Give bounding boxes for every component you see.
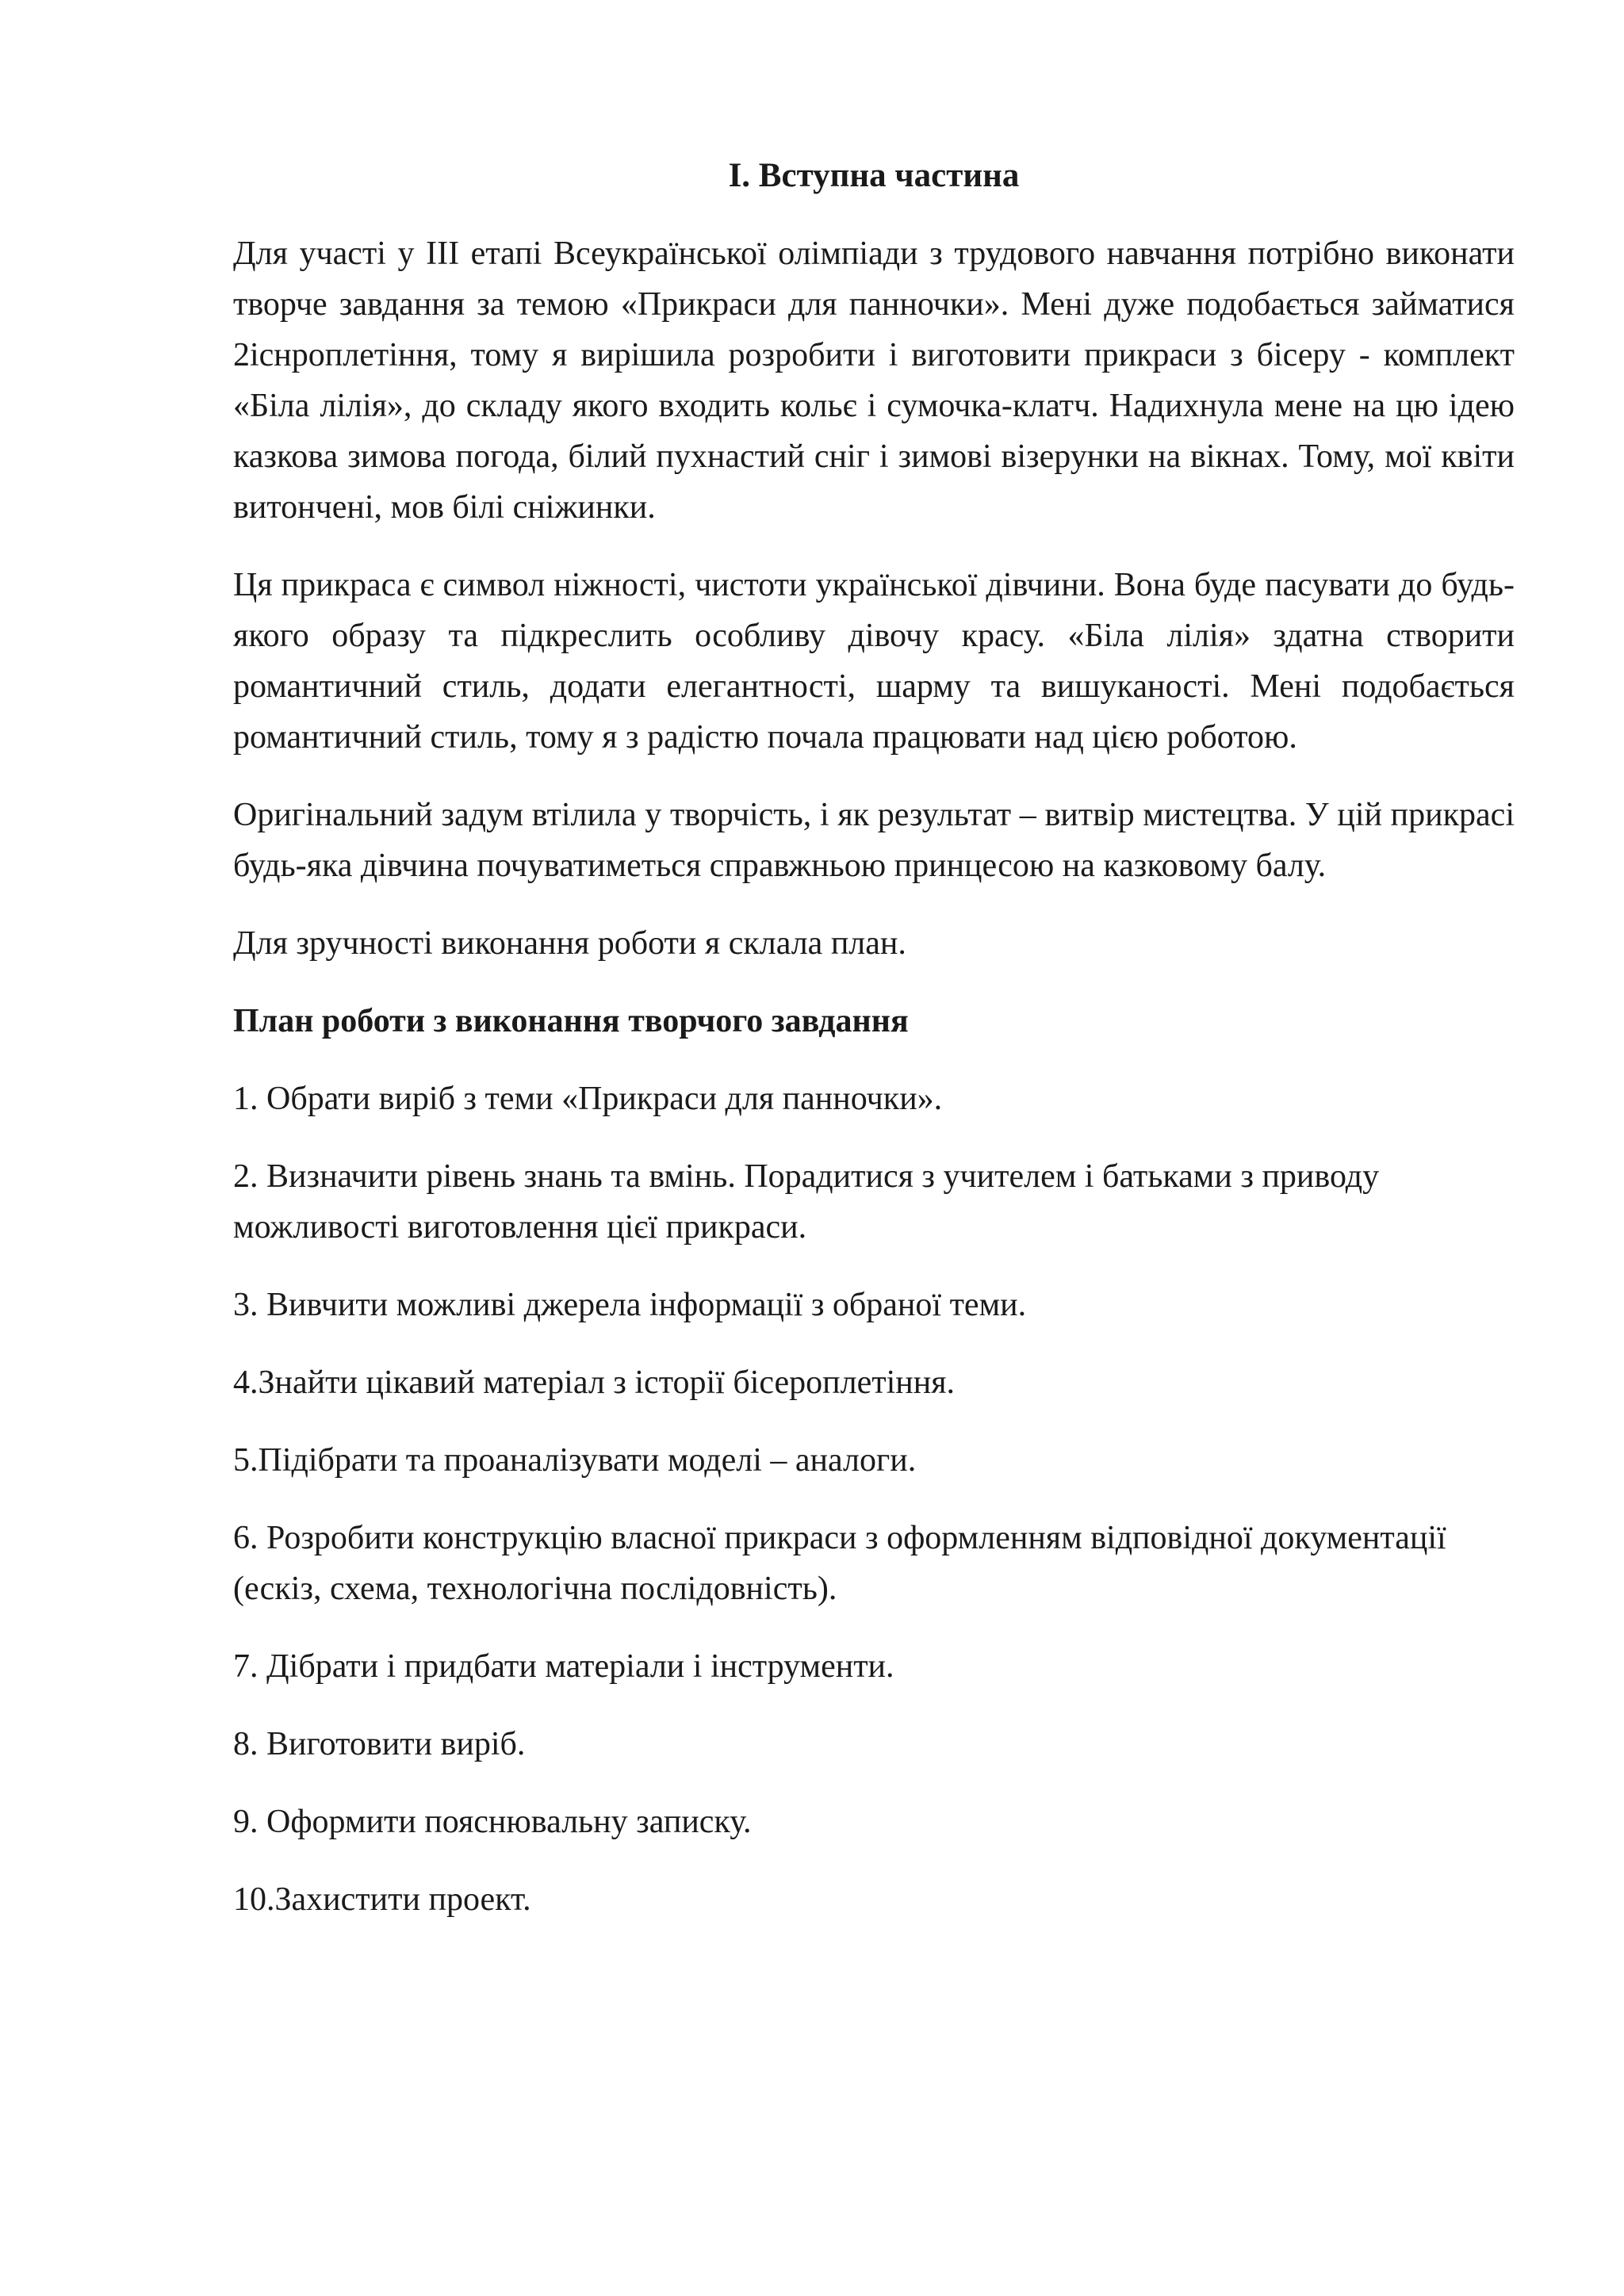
- plan-item: 10.Захистити проект.: [233, 1881, 531, 1918]
- intro-paragraph: Для участі у ІІІ етапі Всеукраїнської олімпіади з трудового навчання потрібно виконати творче завдання за темою «Прикраси для панночки». Мені дуже подобається займатися 2існроплетіння, тому я вирішила розробити і виготовити прикраси з бісеру - комплект «Біла лілія», до складу якого входить кольє і сумочка-клатч. Надихнула мене на цю ідею казкова зимова погода, білий пухнастий сніг і зимові візерунки на вікнах. Тому, мої квіти витончені, мов білі сніжинки.: [233, 235, 1515, 526]
- plan-item: 9. Оформити пояснювальну записку.: [233, 1804, 752, 1840]
- plan-item: 1. Обрати виріб з теми «Прикраси для панночки».: [233, 1081, 943, 1117]
- plan-item: 8. Виготовити виріб.: [233, 1726, 526, 1762]
- plan-list: [233, 1073, 1515, 1925]
- plan-title: План роботи з виконання творчого завдання: [233, 1003, 909, 1039]
- plan-item: 6. Розробити конструкцію власної прикраси з оформленням відповідної документації (ескіз, схема, технологічна послідовність).: [233, 1520, 1446, 1607]
- plan-item: 2. Визначити рівень знань та вмінь. Порадитися з учителем і батьками з приводу можливості виготовлення цієї прикраси.: [233, 1158, 1380, 1246]
- plan-item: 4.Знайти цікавий матеріал з історії бісероплетіння.: [233, 1364, 956, 1401]
- plan-item: 7. Дібрати і придбати матеріали і інструменти.: [233, 1648, 894, 1685]
- plan-item: 5.Підібрати та проаналізувати моделі – аналоги.: [233, 1442, 917, 1479]
- document-body: [233, 151, 1515, 1952]
- result-paragraph: Оригінальний задум втілила у творчість, і як результат – витвір мистецтва. У цій прикрасі будь-яка дівчина почуватиметься справжньою принцесою на казковому балу.: [233, 797, 1515, 884]
- plan-item: 3. Вивчити можливі джерела інформації з обраної теми.: [233, 1287, 1027, 1323]
- section-heading: І. Вступна частина: [728, 157, 1020, 194]
- plan-intro-paragraph: Для зручності виконання роботи я склала план.: [233, 925, 906, 962]
- symbol-paragraph: Ця прикраса є символ ніжності, чистоти української дівчини. Вона буде пасувати до будь-якого образу та підкреслить особливу дівочу красу. «Біла лілія» здатна створити романтичний стиль, додати елегантності, шарму та вишуканості. Мені подобається романтичний стиль, тому я з радістю почала працювати над цією роботою.: [233, 567, 1515, 756]
